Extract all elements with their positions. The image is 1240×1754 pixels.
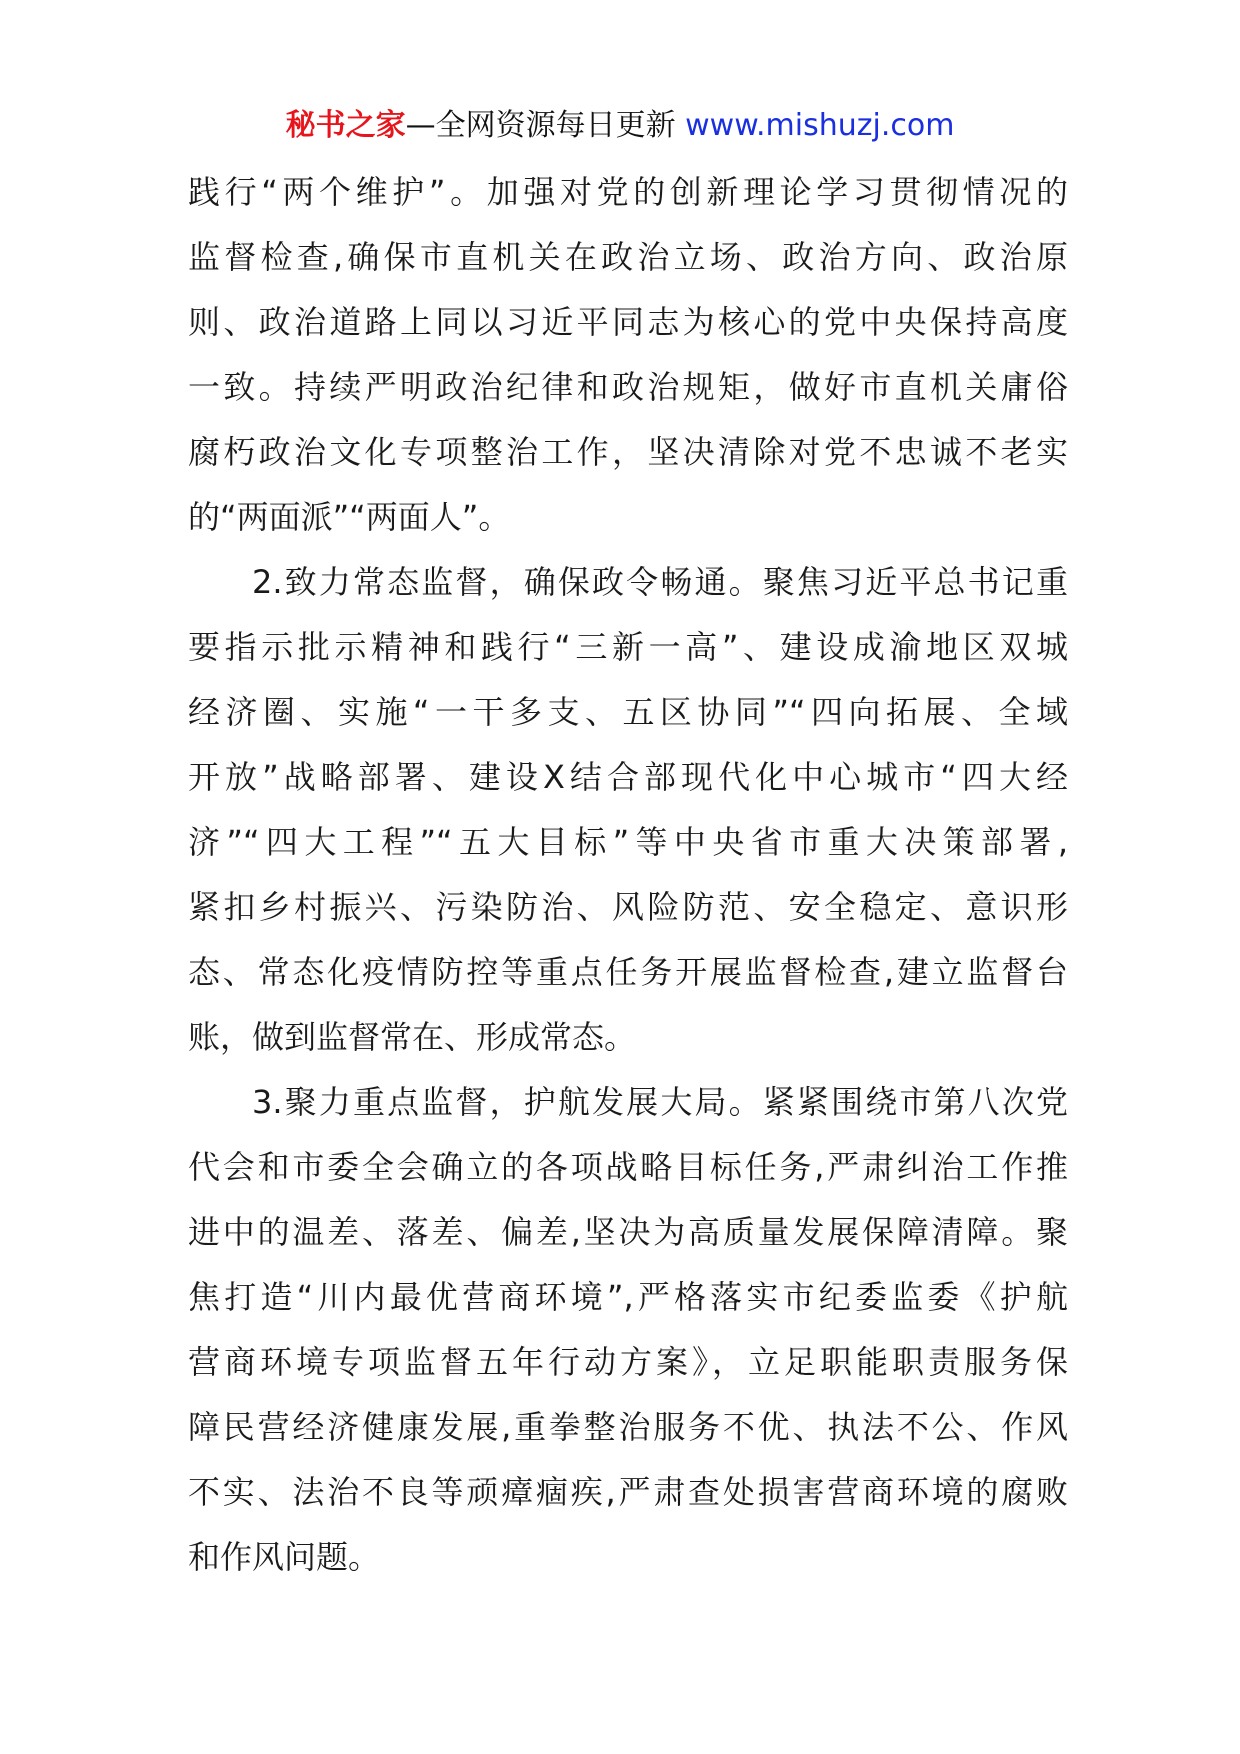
- brand-name: 秘书之家: [285, 108, 406, 143]
- text-line: 焦打造“川内最优营商环境”,严格落实市纪委监委《护航: [188, 1278, 1068, 1316]
- text-line: 代会和市委全会确立的各项战略目标任务,严肃纠治工作推: [188, 1148, 1068, 1186]
- text-line: 践行“两个维护”。加强对党的创新理论学习贯彻情况的: [188, 173, 1068, 211]
- paragraph-3: [188, 1070, 1068, 1590]
- site-url-link[interactable]: www.mishuzj.com: [685, 108, 955, 143]
- text-line: 则、政治道路上同以习近平同志为核心的党中央保持高度: [188, 303, 1068, 341]
- text-line: 经济圈、实施“一干多支、五区协同”“四向拓展、全域: [188, 693, 1068, 731]
- paragraph-2: [188, 550, 1068, 1070]
- text-line: 开放”战略部署、建设X结合部现代化中心城市“四大经: [188, 758, 1068, 796]
- text-line: 济”“四大工程”“五大目标”等中央省市重大决策部署,: [188, 823, 1068, 861]
- site-header: [0, 106, 1240, 146]
- text-line: 2.致力常态监督，确保政令畅通。聚焦习近平总书记重: [252, 563, 1068, 601]
- text-line: 一致。持续严明政治纪律和政治规矩，做好市直机关庸俗: [188, 368, 1068, 406]
- document-body: [188, 160, 1068, 1590]
- text-line: 不实、法治不良等顽瘴痼疾,严肃查处损害营商环境的腐败: [188, 1473, 1068, 1511]
- text-line: 态、常态化疫情防控等重点任务开展监督检查,建立监督台: [188, 953, 1068, 991]
- text-line: 进中的温差、落差、偏差,坚决为高质量发展保障清障。聚: [188, 1213, 1068, 1251]
- header-tagline: —全网资源每日更新: [405, 108, 676, 143]
- text-line: 障民营经济健康发展,重拳整治服务不优、执法不公、作风: [188, 1408, 1068, 1446]
- text-line: 监督检查,确保市直机关在政治立场、政治方向、政治原: [188, 238, 1068, 276]
- text-line: 3.聚力重点监督，护航发展大局。紧紧围绕市第八次党: [252, 1083, 1068, 1121]
- text-line: 紧扣乡村振兴、污染防治、风险防范、安全稳定、意识形: [188, 888, 1068, 926]
- text-line: 的“两面派”“两面人”。: [188, 498, 511, 536]
- text-line: 和作风问题。: [188, 1538, 381, 1576]
- text-line: 要指示批示精神和践行“三新一高”、建设成渝地区双城: [188, 628, 1068, 666]
- text-line: 腐朽政治文化专项整治工作，坚决清除对党不忠诚不老实: [188, 433, 1068, 471]
- paragraph-1: [188, 160, 1068, 550]
- text-line: 账，做到监督常在、形成常态。: [188, 1018, 637, 1056]
- text-line: 营商环境专项监督五年行动方案》，立足职能职责服务保: [188, 1343, 1068, 1381]
